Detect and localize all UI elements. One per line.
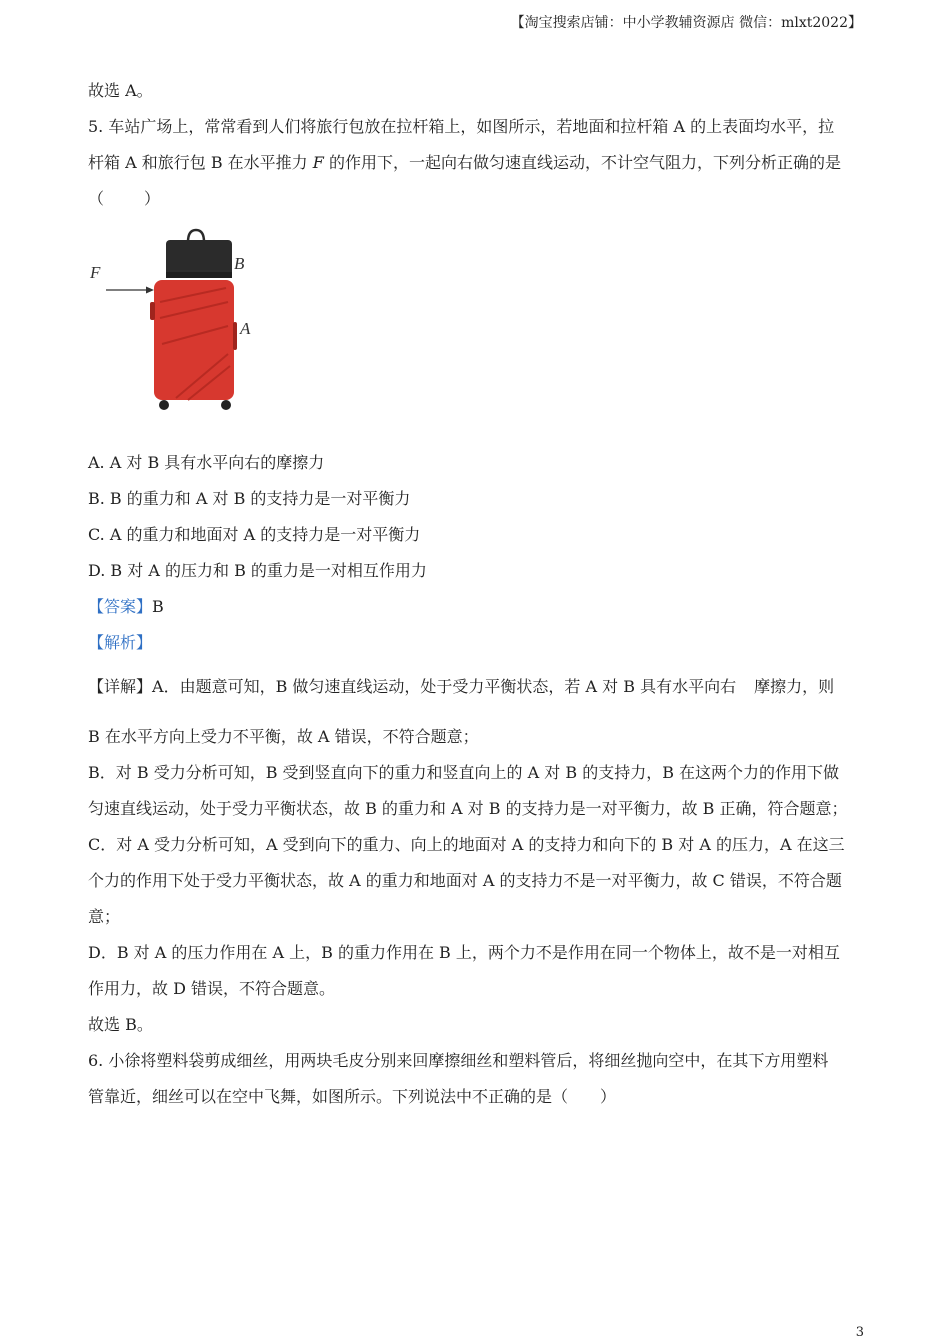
wheel-left xyxy=(159,400,169,410)
label-a: A xyxy=(240,319,251,338)
detail-tag: 【详解】 xyxy=(88,677,153,696)
force-arrow-head xyxy=(146,287,154,294)
force-variable: F xyxy=(312,153,324,172)
q5-line-2-pre: 杆箱 A 和旅行包 B 在水平推力 xyxy=(88,153,313,172)
q6-line-2: 管靠近，细丝可以在空中飞舞，如图所示。下列说法中不正确的是（ ） xyxy=(88,1087,617,1106)
detail-c-line-1: C．对 A 受力分析可知，A 受到向下的重力、向上的地面对 A 的支持力和向下的 B 对 A 的压力，A 在这三 xyxy=(88,835,845,854)
option-b: B. B 的重力和 A 对 B 的支持力是一对平衡力 xyxy=(88,489,411,508)
detail-a-text: A．由题意可知，B 做匀速直线运动，处于受力平衡状态，若 A 对 B 具有水平向右 xyxy=(152,677,737,696)
final-answer: 故选 B。 xyxy=(88,1015,153,1034)
detail-b-line-1: B．对 B 受力分析可知，B 受到竖直向下的重力和竖直向上的 A 对 B 的支持力，B 在这两个力的作用下做 xyxy=(88,763,840,782)
label-f: F xyxy=(90,263,101,282)
analysis-tag: 【解析】 xyxy=(88,633,153,652)
detail-a-line-2: B 在水平方向上受力不平衡，故 A 错误，不符合题意； xyxy=(88,727,479,746)
q5-line-1: 5. 车站广场上，常常看到人们将旅行包放在拉杆箱上，如图所示，若地面和拉杆箱 A 的上表面均水平，拉 xyxy=(88,117,835,136)
detail-c-line-2: 个力的作用下处于受力平衡状态，故 A 的重力和地面对 A 的支持力不是一对平衡力，故 C 错误，不符合题 xyxy=(88,871,842,890)
option-d: D. B 对 A 的压力和 B 的重力是一对相互作用力 xyxy=(88,561,427,580)
option-a: A. A 对 B 具有水平向右的摩擦力 xyxy=(88,453,325,472)
option-c: C. A 的重力和地面对 A 的支持力是一对平衡力 xyxy=(88,525,421,544)
bag-base xyxy=(166,272,232,278)
previous-answer: 故选 A。 xyxy=(88,81,153,100)
answer-line xyxy=(88,594,866,630)
label-b: B xyxy=(234,254,245,273)
detail-b-line-2: 匀速直线运动，处于受力平衡状态，故 B 的重力和 A 对 B 的支持力是一对平衡力，故 B 正确，符合题意； xyxy=(88,799,848,818)
detail-a-text-end: 摩擦力，则 xyxy=(754,677,835,696)
paren-right: ） xyxy=(144,189,161,208)
header-shop-text: 【淘宝搜索店铺：中小学教辅资源店 微信：mlxt2022】 xyxy=(510,15,862,31)
detail-d-line-1: D．B 对 A 的压力作用在 A 上，B 的重力作用在 B 上，两个力不是作用在同一个物体上，故不是一对相互 xyxy=(88,943,840,962)
document-body xyxy=(88,78,866,1120)
detail-d-line-2: 作用力，故 D 错误，不符合题意。 xyxy=(88,979,336,998)
answer-tag: 【答案】 xyxy=(88,597,153,616)
suitcase-handle-left xyxy=(150,302,155,320)
luggage-illustration xyxy=(88,222,268,422)
paren-left: （ xyxy=(88,189,105,208)
detail-a-line-1 xyxy=(88,674,866,724)
q5-answer-blank xyxy=(88,186,866,222)
luggage-figure xyxy=(88,222,268,422)
q5-line-2 xyxy=(88,150,866,186)
q6-line-1: 6. 小徐将塑料袋剪成细丝，用两块毛皮分别来回摩擦细丝和塑料管后，将细丝抛向空中，在其下方用塑料 xyxy=(88,1051,829,1070)
page-number: 3 xyxy=(855,1325,864,1340)
wheel-right xyxy=(221,400,231,410)
answer-value: B xyxy=(152,597,164,616)
q5-line-2-post: 的作用下，一起向右做匀速直线运动，不计空气阻力，下列分析正确的是 xyxy=(323,153,841,172)
detail-c-line-3: 意； xyxy=(88,907,121,926)
analysis-line xyxy=(88,630,866,666)
suitcase-handle-side xyxy=(233,322,237,350)
